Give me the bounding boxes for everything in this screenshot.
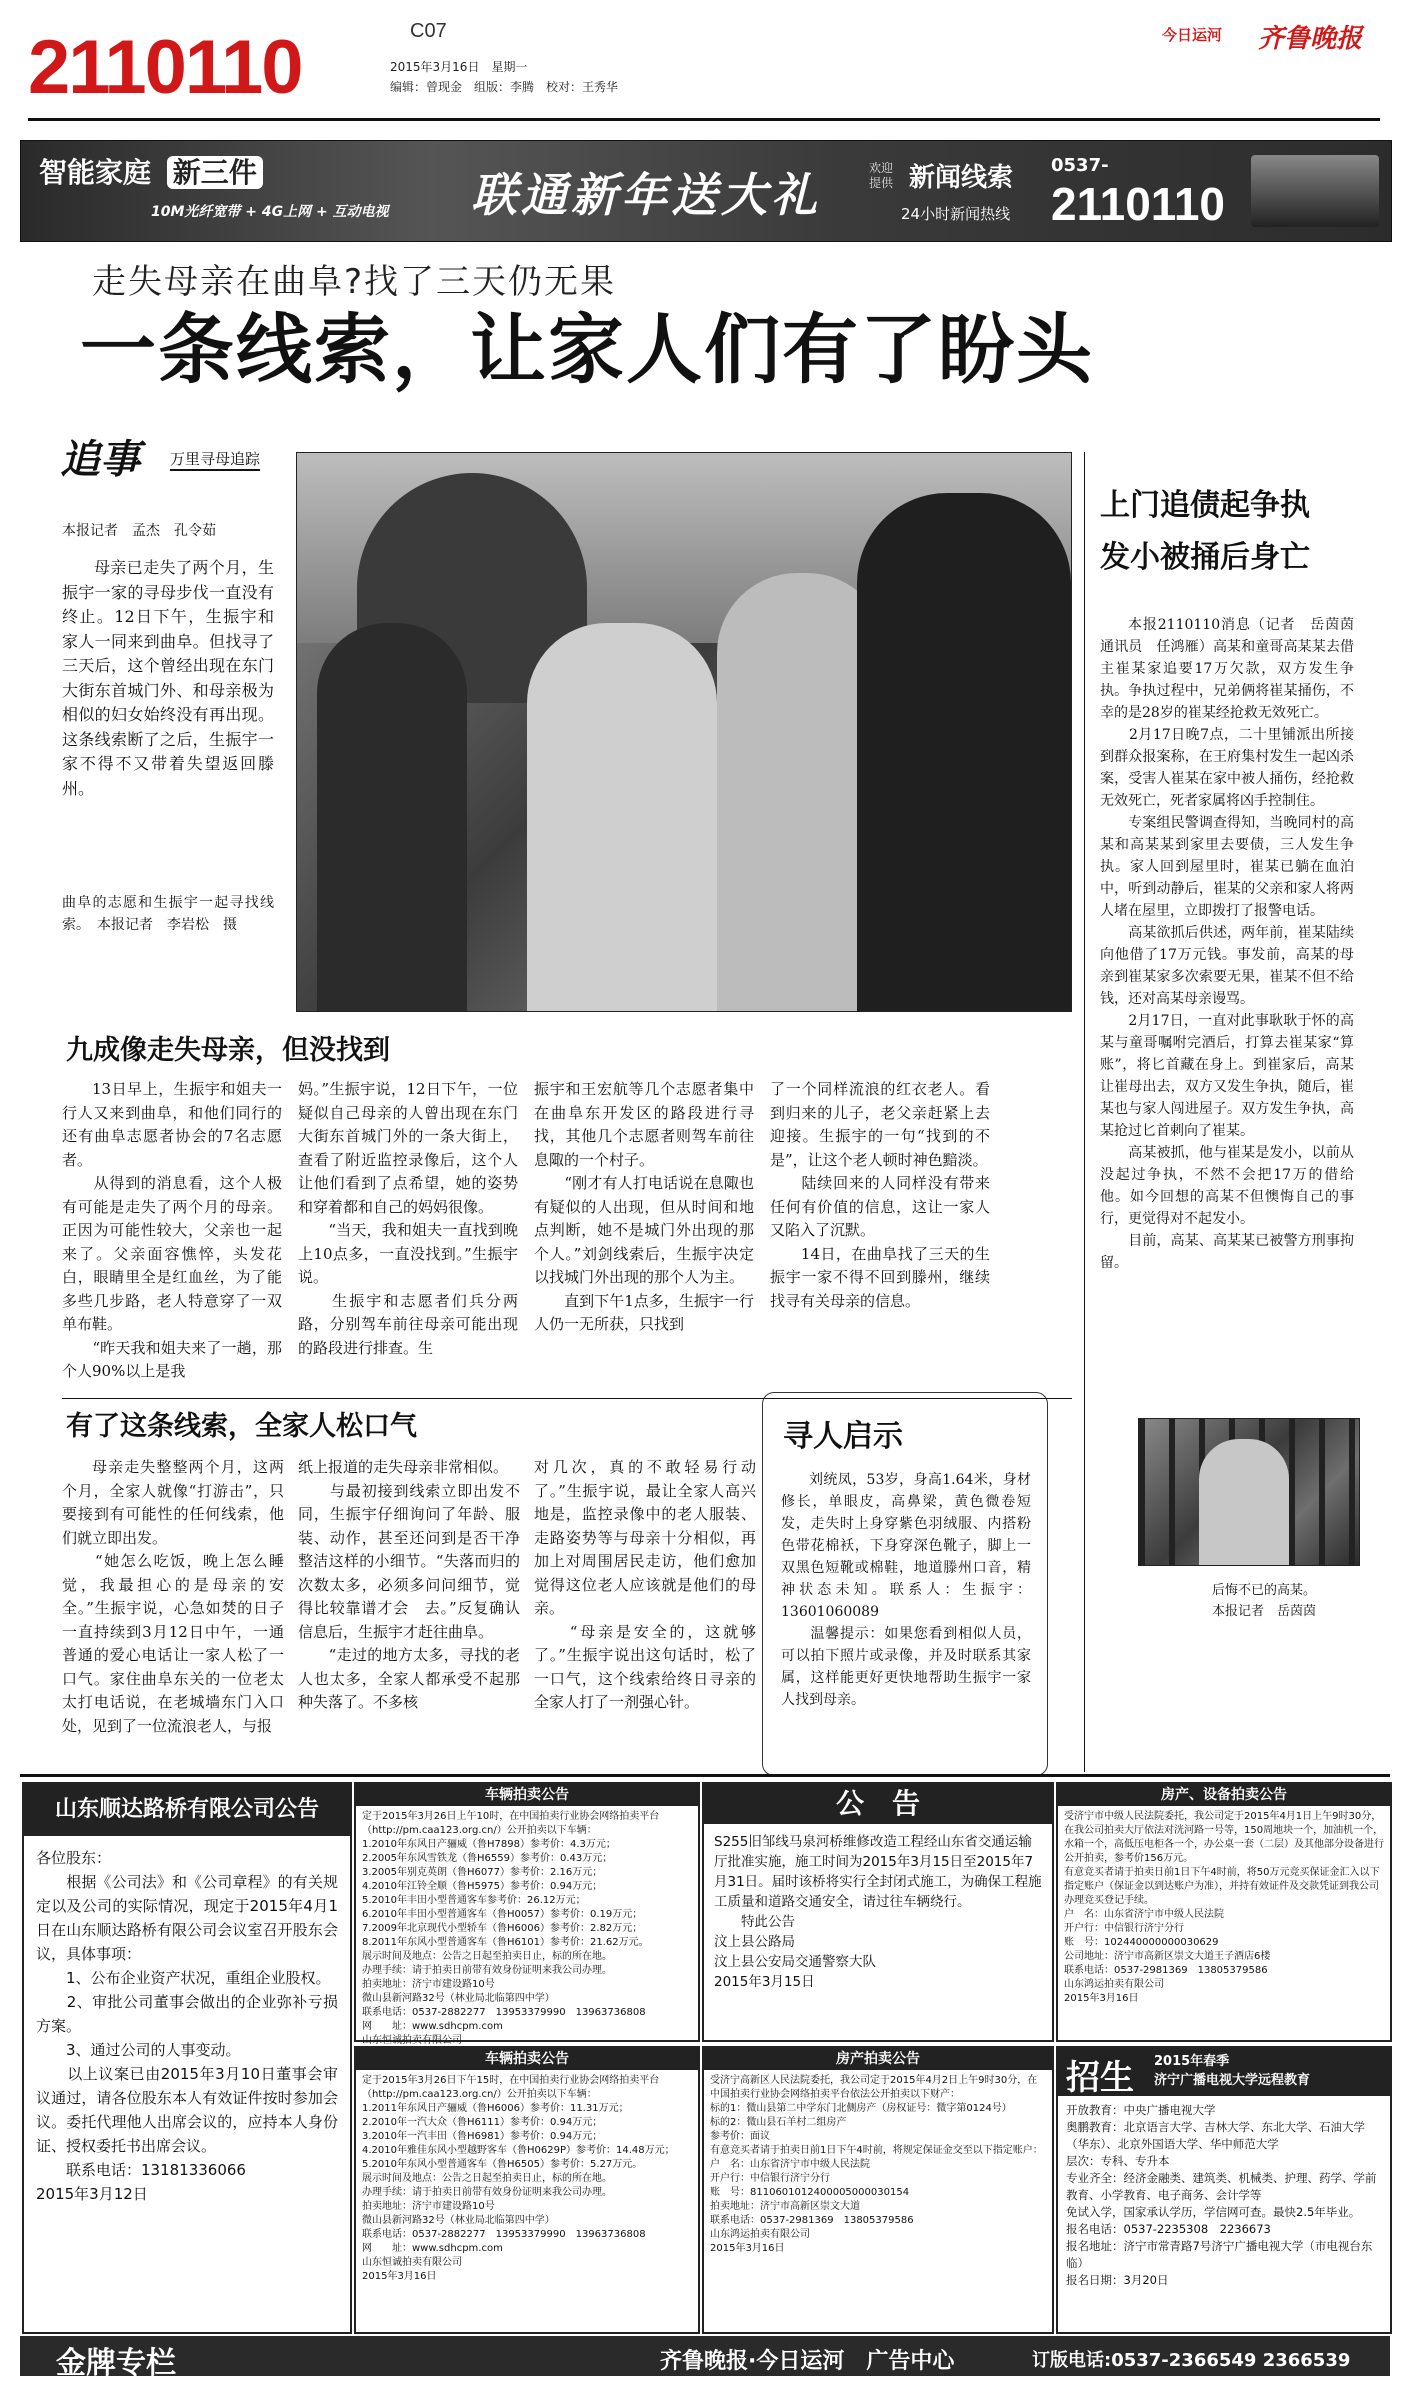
banner-news-sub: 24小时新闻热线 <box>901 205 1011 223</box>
ad-enrollment-body: 开放教育：中央广播电视大学 奥鹏教育：北京语言大学、吉林大学、东北大学、石油大学（华东）、北京外国语大学、华中师范大学 层次：专科、专升本 专业齐全：经济金融类、建筑类、机械类、护理、药学、学前教育、小学教育、电子商务、会计学等 免试入学，国家承认学历，学信网可查。最快2.5年毕业。 报名电话：0537-2235308 2236673 报名地址：济宁市常青路7号济宁广播电视大学（市电视台东临） 报名日期：3月20日 <box>1066 2103 1377 2287</box>
lead-body1-col2: 妈。”生振宇说，12日下午，一位疑似自己母亲的人曾出现在东门大街东首城门外的一条大街上，查看了附近监控录像后，这个人让他们看到了点希望，她的姿势和穿着都和自己的妈妈很像。 “当天，我和姐夫一直找到晚上10点多，一直没找到。”生振宇说。 生振宇和志愿者们兵分两路，分别驾车前往母亲可能出现的路段进行排查。生 <box>298 1080 518 1357</box>
footer-phone: 订版电话:0537-2366549 2366539 <box>1032 2350 1351 2371</box>
lead-intro: 母亲已走失了两个月，生振宇一家的寻母步伐一直没有终止。12日下午，生振宇和家人一同来到曲阜。但找寻了三天后，这个曾经出现在东门大街东首城门外、和母亲极为相似的妇女始终没有再出现。这条线索断了之后，生振宇一家不得不又带着失望返回滕州。 <box>62 558 274 798</box>
brand-logo: 齐鲁晚报 <box>1258 24 1363 54</box>
ad-house-auction <box>702 2046 1054 2334</box>
ads-top-rule <box>20 1774 1390 1777</box>
banner-news-label: 新闻线索 <box>909 163 1014 193</box>
missing-notice-body: 刘统凤，53岁，身高1.64米，身材修长，单眼皮，高鼻梁，黄色微卷短发，走失时上身穿紫色羽绒服、内搭粉色带花棉袄，下身穿深色靴子，脚上一双黑色短靴或棉鞋，地道滕州口音，精神状态未知。联系人：生振宇：13601060089 温馨提示：如果您看到相似人员，可以拍下照片或录像，并及时联系其家属，这样能更好更快地帮助生振宇一家人找到母亲。 <box>781 1472 1031 1708</box>
ad-equipment-auction-title: 房产、设备拍卖公告 <box>1058 1784 1390 1806</box>
lead-subhead-1: 九成像走失母亲，但没找到 <box>66 1035 390 1066</box>
lead-kicker: 走失母亲在曲阜?找了三天仍无果 <box>92 262 617 302</box>
lead-body2-col1: 母亲走失整整两个月，这两个月，全家人就像“打游击”，只要接到有可能性的任何线索，他们就立即出发。 “她怎么吃饭，晚上怎么睡觉，我最担心的是母亲的安全。”生振宇说，心急如焚的日子一直持续到3月12日中午，一通普通的爱心电话让一家人松了一口气。家住曲阜东关的一位老太太打电话说，在老城墙东门入口处，见到了一位流浪老人，与报 <box>62 1458 284 1735</box>
banner-area-code: 0537- <box>1051 155 1109 176</box>
ad-car-auction-2-body: 定于2015年3月26日下午15时，在中国拍卖行业协会网络拍卖平台（http://pm.caa123.org.cn/）公开拍卖以下车辆： 1.2011年东风日产骊威（鲁H6006）参考价：11.31万元； 2.2010年一汽大众（鲁H6111）参考价：0.94万元； 3.2010年一汽丰田（鲁H6981）参考价：0.94万元； 4.2010年雅佳东风小型越野客车（鲁H0629P）参考价：14.48万元； 5.2010年东风小型普通客车（鲁H6505）参考价：5.27万元。 展示时间及地点：公告之日起至拍卖日止，标的所在地。 办理手续：请于拍卖日前带有效身份证明来我公司办理。 拍卖地址：济宁市建设路10号 微山县新河路32号（林业局北临第四中学） 联系电话：0537-2882277 13953379990 13963736808 网 址：www.sdhcpm.com 山东恒诚拍卖有限公司 2015年3月16日 <box>362 2075 675 2282</box>
lead-body2-col2: 纸上报道的走失母亲非常相似。 与最初接到线索立即出发不同，生振宇仔细询问了年龄、服装、动作，甚至还问到是否干净整洁这样的小细节。“失落而归的次数太多，必须多问问细节，觉得比较靠谱才会 去。”反复确认信息后，生振宇才赶往曲阜。 “走过的地方太多，寻找的老人也太多，全家人都承受不起那种失落了。不多核 <box>298 1458 520 1711</box>
lead-subhead-2: 有了这条线索，全家人松口气 <box>66 1411 417 1442</box>
masthead-date: 2015年3月16日 星期一 <box>390 60 528 74</box>
lead-photo-caption: 曲阜的志愿和生振宇一起寻找线索。 本报记者 李岩松 摄 <box>62 895 274 933</box>
lead-body1-col4: 了一个同样流浪的红衣老人。看到归来的儿子，老父亲赶紧上去迎接。生振宇的一句“找到的不是”，让这个老人顿时神色黯淡。 陆续回来的人同样没有带来任何有价值的信息，这让一家人又陷入了沉默。 14日，在曲阜找了三天的生振宇一家不得不回到滕州，继续找寻有关母亲的信息。 <box>770 1080 990 1310</box>
side-body: 本报2110110消息（记者 岳茵茵 通讯员 任鸿雁）高某和童哥高某某去借主崔某家追要17万欠款，双方发生争执。争执过程中，兄弟俩将崔某捅伤，不幸的是28岁的崔某经抢救无效死亡。 2月17日晚7点，二十里铺派出所接到群众报案称，在王府集村发生一起凶杀案，受害人崔某在家中被人捅伤，经抢救无效死亡，死者家属将凶手控制住。 专案组民警调查得知，当晚同村的高某和高某某到家里去要债，三人发生争执。家人回到屋里时，崔某已躺在血泊中，听到动静后，崔某的父亲和家人将两人堵在屋里，立即拨打了报警电话。 高某欲抓后供述，两年前，崔某陆续向他借了17万元钱。事发前，高某的母亲到崔某家多次索要无果，崔某不但不给钱，还对高某母亲谩骂。 2月17日，一直对此事耿耿于怀的高某与童哥嘱咐完酒后，打算去崔某家“算账”，将匕首藏在身上。到崔家后，高某让崔母出去，双方又发生争执，随后，崔某也与家人闯进屋子。双方发生争执，高某抢过匕首刺向了崔某。 高某被抓，他与崔某是发小，以前从没起过争执，不然不会把17万的借给他。如今回想的高某不但懊悔自己的事行，更觉得对不起发小。 目前，高某、高某某已被警方刑事拘留。 <box>1100 617 1354 1271</box>
lead-byline: 本报记者 孟杰 孔令茹 <box>62 523 216 539</box>
ad-equipment-auction-body: 受济宁市中级人民法院委托，我公司定于2015年4月1日上午9时30分，在我公司拍卖大厅依法对洸河路一号等，150周地块一个，加油机一个，水箱一个，高低压电柜各一个，办公桌一套（二层）及其他部分设备进行公开拍卖，参考价156万元。 有意竞买者请于拍卖日前1日下午4时前，将50万元竞买保证金汇入以下指定账户（保证金以到达账户为准），并持有效证件及交款凭证到我公司办理竞买登记手续。 户 名：山东省济宁市中级人民法院 开户行：中信银行济宁分行 账 号：102440000000030629 公司地址：济宁市高新区崇文大道王子酒店6楼 联系电话：0537-2981369 13805379586 山东鸿运拍卖有限公司 2015年3月16日 <box>1064 1811 1384 2004</box>
lead-headline: 一条线索，让家人们有了盼头 <box>80 305 1094 394</box>
ad-car-auction-1 <box>354 1782 700 2046</box>
masthead-editors: 编辑：曾现金 组版：李腾 校对：王秀华 <box>390 80 619 94</box>
page-code: C07 <box>410 20 447 42</box>
column-tag-title: 追事 <box>60 436 140 483</box>
banner-slogan-b: 新三件 <box>167 156 263 189</box>
ad-equipment-auction <box>1056 1782 1392 2042</box>
ad-car-auction-1-body: 定于2015年3月26日上午10时，在中国拍卖行业协会网络拍卖平台（http://pm.caa123.org.cn/）公开拍卖以下车辆： 1.2010年东风日产骊威（鲁H7898）参考价：4.3万元； 2.2005年东风雪铁龙（鲁H6559）参考价：0.43万元； 3.2005年别克英朗（鲁H6077）参考价：2.16万元； 4.2010年江铃全顺（鲁H5975）参考价：0.94万元； 5.2010年丰田小型普通客车参考价：26.12万元； 6.2010年丰田小型普通客车（鲁H0057）参考价：0.19万元； 7.2009年北京现代小型轿车（鲁H6006）参考价：2.82万元； 8.2011年东风小型普通客车（鲁H6101）参考价：21.62万元。 展示时间及地点：公告之日起至拍卖日止，标的所在地。 办理手续：请于拍卖日前带有效身份证明来我公司办理。 拍卖地址：济宁市建设路10号 微山县新河路32号（林业局北临第四中学） 联系电话：0537-2882277 13953379990 13963736808 网 址：www.sdhcpm.com 山东恒诚拍卖有限公司 <box>362 1811 660 2046</box>
ad-enrollment-subtitle: 2015年春季 济宁广播电视大学远程教育 <box>1154 2054 1311 2088</box>
ad-enrollment <box>1056 2046 1392 2334</box>
lead-photo-person-1 <box>317 623 467 1011</box>
ad-road-notice <box>702 1782 1054 2042</box>
ad-house-auction-body: 受济宁高新区人民法院委托，我公司定于2015年4月2日上午9时30分，在中国拍卖行业协会网络拍卖平台依法公开拍卖以下财产： 标的1：微山县第二中学东门北侧房产（房权证号：微字第0124号） 标的2：微山县石羊村二组房产 参考价：面议 有意竞买者请于拍卖日前1日下午4时前，将规定保证金交至以下指定账户： 户 名：山东省济宁市中级人民法院 开户行：中信银行济宁分行 账 号：8110601012400005000030154 拍卖地址：济宁市高新区崇文大道 联系电话：0537-2981369 13805379586 山东鸿运拍卖有限公司 2015年3月16日 <box>710 2075 1043 2254</box>
banner-phone: 2110110 <box>1051 178 1226 230</box>
side-headline-2: 发小被捅后身亡 <box>1100 540 1310 575</box>
ad-car-auction-1-title: 车辆拍卖公告 <box>356 1784 698 1806</box>
lead-body1-col3: 振宇和王宏航等几个志愿者集中在曲阜东开发区的路段进行寻找，其他几个志愿者则驾车前往息陬的一个村子。 “刚才有人打电话说在息陬也有疑似的人出现，但从时间和地点判断，她不是城门外出现的那个人。”刘剑线索后，生振宇决定以找城门外出现的那个人为主。 直到下午1点多，生振宇一行人仍一无所获，只找到 <box>534 1080 754 1333</box>
lead-body2-col3: 对几次，真的不敢轻易行动了。”生振宇说，最让全家人高兴地是，监控录像中的老人服装、走路姿势等与母亲十分相似，再加上对周围居民走访，他们愈加觉得这位老人应该就是他们的母亲。 “母亲是安全的，这就够了。”生振宇说出这句话时，松了一口气，这个线索给终日寻亲的全家人打了一剂强心针。 <box>534 1458 756 1711</box>
footer-left: 金牌专栏 <box>56 2346 176 2381</box>
side-divider <box>1084 452 1085 1772</box>
ad-car-auction-2 <box>354 2046 700 2334</box>
ad-enrollment-header <box>1058 2048 1390 2096</box>
column-tag <box>60 428 292 492</box>
ad-car-auction-2-title: 车辆拍卖公告 <box>356 2048 698 2070</box>
side-photo <box>1138 1418 1360 1566</box>
lead-photo-person-2 <box>527 623 717 1011</box>
section-label: 今日运河 <box>1162 26 1223 44</box>
footer-center: 齐鲁晚报·今日运河 广告中心 <box>660 2349 955 2374</box>
masthead-hotline: 2110110 <box>28 25 302 110</box>
banner-welcome: 欢迎提供 <box>869 161 894 190</box>
lead-photo <box>296 452 1072 1012</box>
side-photo-caption: 后悔不已的高某。 本报记者 岳茵茵 <box>1212 1583 1317 1619</box>
ad-enrollment-title: 招生 <box>1066 2058 1134 2098</box>
banner-campaign: 联通新年送大礼 <box>471 168 821 222</box>
side-photo-person <box>1199 1439 1289 1565</box>
footer-bar <box>20 2336 1390 2381</box>
banner-slogan <box>39 151 263 191</box>
banner-items: 10M光纤宽带 + 4G上网 + 互动电视 <box>151 204 389 220</box>
masthead-rule <box>28 118 1380 121</box>
banner-slogan-a: 智能家庭 <box>39 156 152 189</box>
missing-notice-box <box>762 1392 1048 1776</box>
missing-notice-title: 寻人启示 <box>783 1419 903 1454</box>
column-tag-sub: 万里寻母追踪 <box>170 448 260 471</box>
side-headline-1: 上门追债起争执 <box>1100 488 1310 523</box>
banner-devices <box>1251 155 1379 227</box>
lead-body1-col1: 13日早上，生振宇和姐夫一行人又来到曲阜，和他们同行的还有曲阜志愿者协会的7名志愿者。 从得到的消息看，这个人极有可能是走失了两个月的母亲。正因为可能性较大，父亲也一起来了。父亲面容憔悴，头发花白，眼睛里全是红血丝，为了能多些几步路，老人特意穿了一双单布鞋。 “昨天我和姐夫来了一趟，那个人90%以上是我 <box>62 1080 282 1380</box>
ad-road-notice-body: S255旧邹线马泉河桥维修改造工程经山东省交通运输厅批准实施，施工时间为2015年3月15日至2015年7月31日。届时该桥将实行全封闭式施工，为确保工程施工质量和道路交通安全，请过往车辆绕行。 特此公告 汶上县公路局 汶上县公安局交通警察大队 2015年3月15日 <box>714 1834 1042 1990</box>
ad-company-body: 各位股东： 根据《公司法》和《公司章程》的有关规定以及公司的实际情况，现定于2015年4月1日在山东顺达路桥有限公司会议室召开股东会议，具体事项： 1、公布企业资产状况，重组企业股权。 2、审批公司董事会做出的企业弥补亏损方案。 3、通过公司的人事变动。 以上议案已由2015年3月10日董事会审议通过，请各位股东本人有效证件按时参加会议。委托代理他人出席会议的，应持本人身份证、授权委托书出席会议。 联系电话：13181336066 2015年3月12日 <box>36 1849 338 2203</box>
ad-company-notice <box>22 1782 352 2334</box>
lead-photo-person-4 <box>857 493 1071 1011</box>
ad-company-title: 山东顺达路桥有限公司公告 <box>24 1784 350 1836</box>
banner-ad <box>20 140 1392 242</box>
ad-house-auction-title: 房产拍卖公告 <box>704 2048 1052 2070</box>
ad-road-notice-title: 公 告 <box>704 1784 1052 1824</box>
